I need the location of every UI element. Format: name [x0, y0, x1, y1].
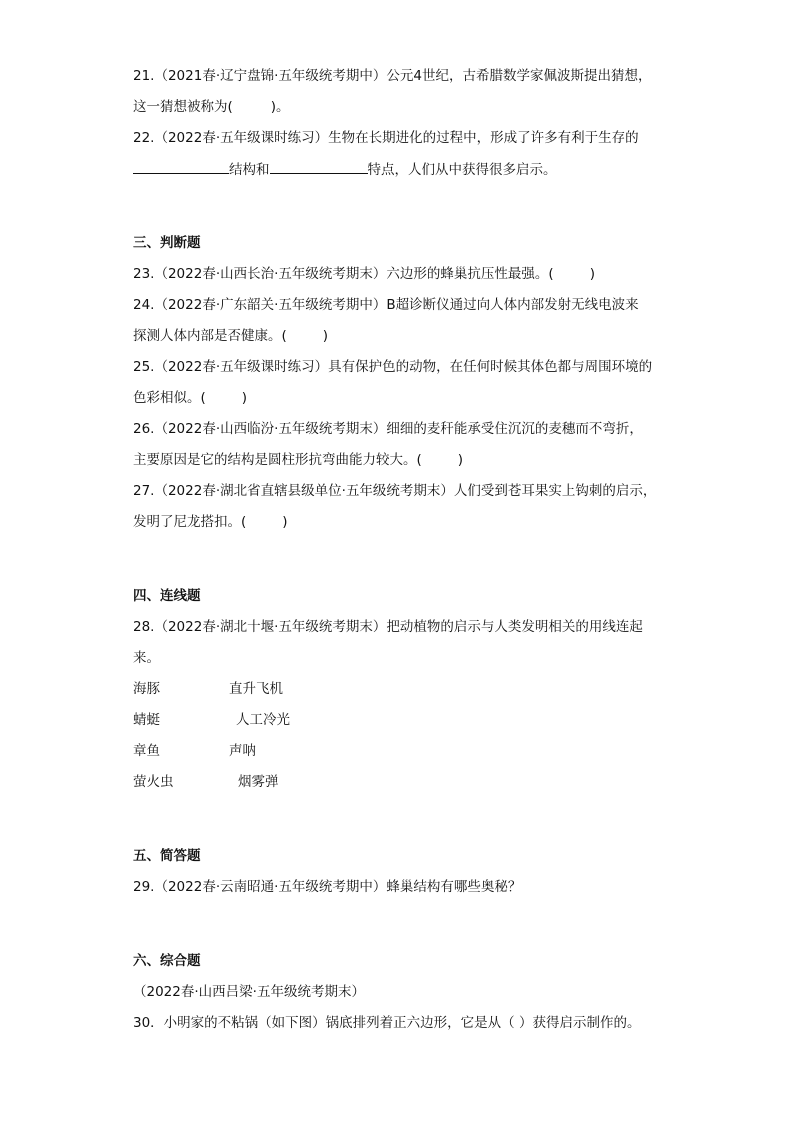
section5-title: 五、简答题 — [133, 848, 201, 864]
q26-line1: 26.（2022春·山西临汾·五年级统考期末）细细的麦秆能承受住沉沉的麦穗而不弯折， — [133, 421, 643, 437]
q30: 30．小明家的不粘锅（如下图）锅底排列着正六边形，它是从（ ）获得启示制作的。 — [133, 1015, 641, 1031]
q22-line1: 22.（2022春·五年级课时练习）生物在长期进化的过程中，形成了许多有利于生存的 — [133, 130, 639, 146]
q24-close: ) — [322, 328, 329, 344]
q21-line1: 21.（2021春·辽宁盘锦·五年级统考期中）公元4世纪，古希腊数学家佩波斯提出猜想， — [133, 68, 652, 84]
q25-line1: 25.（2022春·五年级课时练习）具有保护色的动物，在任何时候其体色都与周围环境的 — [133, 359, 653, 375]
q23 — [133, 264, 595, 284]
match-left-2[interactable]: 蜻蜓 — [133, 712, 160, 728]
section3-title: 三、判断题 — [133, 235, 201, 251]
q25-line2 — [133, 388, 247, 408]
match-right-1[interactable]: 直升飞机 — [229, 681, 283, 697]
q22-line2 — [133, 159, 557, 180]
q30-source: （2022春·山西吕梁·五年级统考期末） — [133, 984, 365, 1000]
q27-line1: 27.（2022春·湖北省直辖县级单位·五年级统考期末）人们受到苍耳果实上钩刺的启示， — [133, 483, 657, 499]
q21-line2-post: )。 — [270, 99, 290, 115]
q28-line2: 来。 — [133, 650, 160, 666]
q23-close: ) — [589, 266, 595, 282]
q24-text: 探测人体内部是否健康。( — [133, 328, 287, 344]
q28-line1: 28.（2022春·湖北十堰·五年级统考期末）把动植物的启示与人类发明相关的用线连起 — [133, 619, 643, 635]
match-right-2[interactable]: 人工冷光 — [236, 712, 290, 728]
match-left-3[interactable]: 章鱼 — [133, 743, 160, 759]
q22-blank-2[interactable] — [270, 159, 368, 174]
q22-blank-1[interactable] — [133, 159, 229, 174]
q25-text: 色彩相似。( — [133, 390, 206, 406]
q29: 29.（2022春·云南昭通·五年级统考期中）蜂巢结构有哪些奥秘？ — [133, 879, 522, 895]
match-left-4[interactable]: 萤火虫 — [133, 774, 174, 790]
q21-line2-pre: 这一猜想被称为( — [133, 99, 233, 115]
match-left-1[interactable]: 海豚 — [133, 681, 160, 697]
q24-line2 — [133, 326, 328, 346]
q25-close: ) — [241, 390, 248, 406]
q24-line1: 24.（2022春·广东韶关·五年级统考期中）B超诊断仪通过向人体内部发射无线电波来 — [133, 297, 639, 313]
q26-close: ) — [457, 452, 464, 468]
q26-line2 — [133, 450, 463, 470]
q22-end: 特点，人们从中获得很多启示。 — [367, 162, 557, 178]
q27-line2 — [133, 512, 288, 532]
section4-title: 四、连线题 — [133, 588, 201, 604]
q27-text: 发明了尼龙搭扣。( — [133, 514, 247, 530]
match-right-3[interactable]: 声呐 — [229, 743, 256, 759]
q27-close: ) — [282, 514, 288, 530]
q22-mid: 结构和 — [229, 162, 270, 178]
section6-title: 六、综合题 — [133, 953, 201, 969]
match-right-4[interactable]: 烟雾弹 — [238, 774, 279, 790]
q23-text: 23.（2022春·山西长治·五年级统考期末）六边形的蜂巢抗压性最强。( — [133, 266, 554, 282]
q26-text: 主要原因是它的结构是圆柱形抗弯曲能力较大。( — [133, 452, 422, 468]
q21-line2 — [133, 97, 290, 117]
